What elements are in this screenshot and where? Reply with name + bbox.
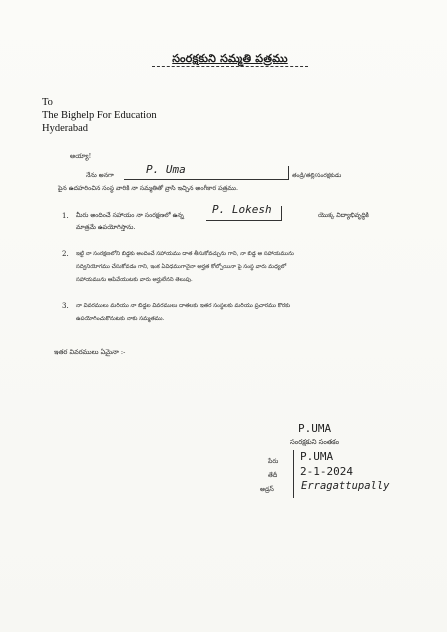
clause-3-number: 3. bbox=[62, 302, 69, 310]
guardian-name-handwritten: P. Uma bbox=[146, 163, 186, 176]
signature-caption: సంరక్షకుని సంతకం bbox=[290, 438, 340, 446]
guardian-signature: P.UMA bbox=[298, 422, 332, 435]
intro-line2: పైన ఉదహరించిన సంస్థ వారికి నా సమ్మతితో వ్రాసి ఇచ్చిన అంగీకార పత్రము. bbox=[58, 185, 238, 192]
recipient-city: Hyderabad bbox=[42, 123, 89, 134]
signature-divider bbox=[293, 450, 294, 498]
name-label: పేరు bbox=[268, 458, 279, 465]
guardian-name-line bbox=[124, 179, 288, 180]
clause-2-line1: ఇట్టి నా సంరక్షణలోని బిడ్డకు అందించే సహాయము దాత తీసుకోవచ్చును గాని, నా బిడ్డ ఆ సహాయమును bbox=[76, 251, 294, 257]
salutation: అయ్యా! bbox=[70, 152, 92, 160]
child-name-line bbox=[206, 220, 282, 221]
other-details-label: ఇతర వివరములు ఏమైనా :- bbox=[54, 348, 126, 356]
document-title: సంరక్షకుని సమ్మతి పత్రము bbox=[172, 52, 288, 65]
clause-2-line2: సద్వినియోగము చేసుకోవడం గాని, ఇంక ఏవిధముగానైనా అర్హత కోల్పోయినా పై సంస్థ వారు మధ్యలో bbox=[76, 264, 287, 270]
intro-prefix: నేను అనగా bbox=[86, 172, 114, 179]
clause-1-line2: మాత్రమే ఉపయోగిస్తాను. bbox=[76, 224, 136, 231]
place-label: అడ్రస్ bbox=[260, 486, 274, 493]
recipient-org: The Bighelp For Education bbox=[42, 110, 157, 121]
date-label: తేదీ bbox=[268, 472, 278, 479]
clause-3-line1: నా వివరములు మరియు నా బిడ్డల వివరములు దాతలకు ఇతర సంస్థలకు మరియు ప్రచారము కొరకు bbox=[76, 303, 290, 309]
clause-1-line1-suffix: యొక్క విద్యాభివృద్ధికి bbox=[318, 212, 369, 219]
recipient-to: To bbox=[42, 97, 53, 108]
child-name-handwritten: P. Lokesh bbox=[212, 203, 272, 216]
clause-1-line1-prefix: మీరు అందించే సహాయం నా సంరక్షణలో ఉన్న bbox=[76, 212, 184, 219]
clause-2-line3: సహాయమును ఆపివేయుటకు వారు అర్హులేనని తెలుపు. bbox=[76, 277, 193, 283]
field-divider bbox=[288, 166, 289, 180]
date-value-handwritten: 2-1-2024 bbox=[300, 465, 353, 478]
clause-2-number: 2. bbox=[62, 250, 69, 258]
name-value-handwritten: P.UMA bbox=[300, 450, 334, 463]
intro-suffix: తండ్రి/తల్లి/సంరక్షకుడు bbox=[292, 173, 342, 179]
clause-3-line2: ఉపయోగించుకొనుటకు నాకు సమ్మతము. bbox=[76, 316, 165, 322]
clause-1-number: 1. bbox=[62, 212, 69, 220]
field-divider-2 bbox=[281, 206, 282, 221]
place-value-handwritten: Erragattupally bbox=[301, 480, 390, 492]
title-underline bbox=[152, 66, 308, 67]
